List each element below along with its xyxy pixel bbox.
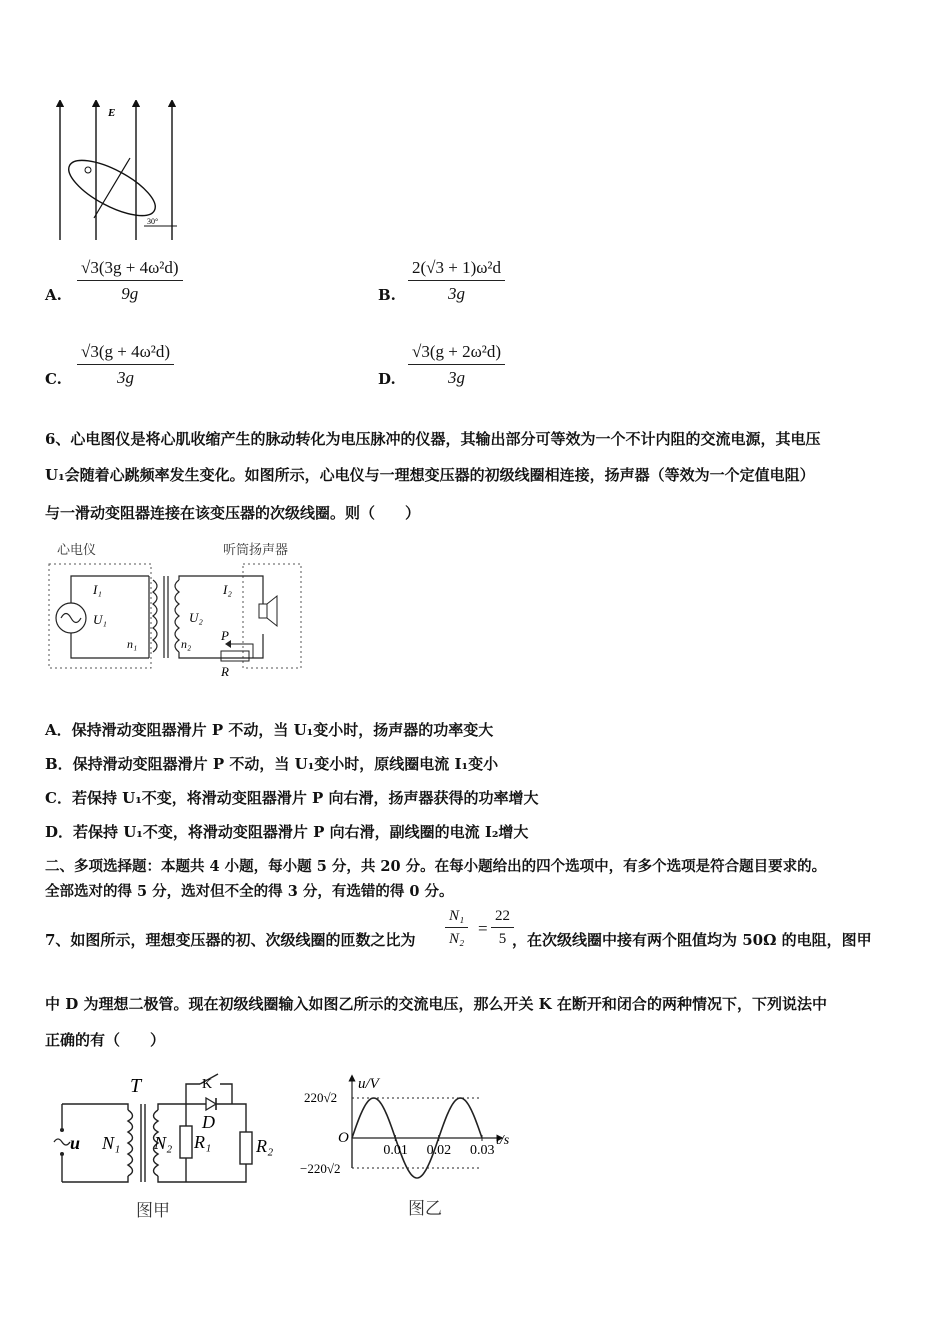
label-D: D [202, 1112, 215, 1132]
option-label: C. [45, 370, 62, 388]
ratio-numerator: 22 [491, 908, 514, 928]
q6-circuit-figure [45, 540, 325, 680]
q5-field-figure [52, 100, 182, 242]
origin-label: O [338, 1130, 349, 1146]
fraction-numerator: 2(√3 + 1)ω²d [408, 258, 505, 281]
option-fraction [77, 258, 183, 304]
ecg-label: 心电仪 [57, 542, 97, 557]
section2-line-1: 二、多项选择题：本题共 4 小题，每小题 5 分，共 20 分。在每小题给出的四个选项中，有多个选项是符合题目要求的。 [45, 858, 827, 875]
q6-stem-line-3: 与一滑动变阻器连接在该变压器的次级线圈。则（ ） [45, 504, 421, 522]
fraction-denominator: 3g [448, 368, 466, 387]
rheostat-icon [221, 651, 249, 661]
ratio-right-fraction [491, 908, 514, 948]
x-tick-label: 0.02 [426, 1143, 452, 1158]
ratio-left-fraction [445, 908, 468, 948]
speaker-box [243, 564, 301, 668]
x-tick-label: 0.03 [470, 1143, 495, 1158]
resistor-R1-icon [180, 1126, 192, 1158]
fraction-denominator: 9g [121, 284, 139, 303]
fraction-numerator: √3(3g + 4ω²d) [77, 258, 183, 281]
q6-option-a[interactable]: A．保持滑动变阻器滑片 P 不动，当 U₁变小时，扬声器的功率变大 [45, 721, 494, 739]
primary-wire [62, 1104, 128, 1110]
diode-icon [206, 1098, 216, 1110]
fig-a-caption: 图甲 [136, 1201, 170, 1221]
switch-wire [220, 1084, 232, 1104]
ratio-denominator: 5 [498, 931, 507, 947]
label-K: K [202, 1077, 213, 1092]
label-T: T [130, 1075, 142, 1097]
ratio-equals: = [478, 919, 488, 938]
label-n1: n₁ [127, 637, 138, 651]
primary-coil-icon [153, 580, 157, 652]
ratio-numerator: N₁ [445, 908, 468, 928]
primary-wire [62, 1176, 128, 1182]
fraction-denominator: 3g [117, 368, 135, 387]
switch-wire [186, 1084, 200, 1104]
resistor-R2-icon [240, 1132, 252, 1164]
label-I1: I₁ [93, 582, 102, 597]
q7-stem-line-1a: 7、如图所示，理想变压器的初、次级线圈的匝数之比为 [45, 931, 416, 949]
section2-line-2: 全部选对的得 5 分，选对但不全的得 3 分，有选错的得 0 分。 [45, 883, 454, 900]
fraction-numerator: √3(g + 4ω²d) [77, 342, 174, 365]
label-N1: N₁ [102, 1133, 121, 1153]
fig-b-caption: 图乙 [408, 1199, 442, 1218]
secondary-wire [158, 1164, 246, 1182]
charged-ball [85, 167, 91, 173]
option-fraction [408, 342, 505, 388]
q6-option-c[interactable]: C．若保持 U₁不变，将滑动变阻器滑片 P 向右滑，扬声器获得的功率增大 [45, 789, 539, 807]
fraction-numerator: √3(g + 2ω²d) [408, 342, 505, 365]
label-N2: N₂ [154, 1133, 173, 1153]
ratio-denominator: N₂ [449, 931, 465, 947]
label-I2: I₂ [223, 582, 232, 597]
label-n2: n₂ [181, 637, 192, 651]
primary-wire [71, 576, 149, 603]
speaker-label: 听筒扬声器 [223, 542, 289, 557]
x-axis-label: t/s [496, 1133, 510, 1148]
q7-figure-a [50, 1070, 290, 1230]
sine-glyph-icon [61, 614, 81, 623]
label-u: u [70, 1133, 81, 1153]
ac-tilde-icon [54, 1139, 70, 1145]
option-label: B. [378, 286, 396, 304]
label-U2: U₂ [189, 610, 203, 625]
q6-stem-line-1: 6、心电图仪是将心肌收缩产生的脉动转化为电压脉冲的仪器，其输出部分可等效为一个不计内阻的交流电源，其电压 [45, 430, 821, 448]
secondary-coil-icon [175, 580, 179, 652]
y-axis-label: u/V [358, 1076, 379, 1092]
speaker-icon [259, 604, 267, 618]
label-R2: R₂ [256, 1136, 274, 1156]
label-P: P [221, 628, 229, 643]
label-R1: R₁ [194, 1132, 212, 1152]
label-U1: U₁ [93, 612, 107, 627]
field-label: E [108, 107, 116, 119]
speaker-cone-icon [267, 596, 277, 626]
q6-option-b[interactable]: B．保持滑动变阻器滑片 P 不动，当 U₁变小时，原线圈电流 I₁变小 [45, 755, 499, 773]
angle-label: 30° [147, 217, 159, 226]
q7-stem-line-3: 正确的有（ ） [45, 1031, 166, 1049]
primary-coil-icon [128, 1110, 133, 1176]
y-min-label: −220√2 [300, 1161, 341, 1176]
fraction-denominator: 3g [448, 284, 466, 303]
q7-stem-line-1b: ，在次级线圈中接有两个阻值均为 50Ω 的电阻，图甲 [512, 931, 872, 949]
option-fraction [408, 258, 505, 304]
terminal [60, 1152, 64, 1156]
terminal [60, 1128, 64, 1132]
secondary-wire [179, 576, 263, 604]
option-fraction [77, 342, 174, 388]
q6-stem-line-2: U₁会随着心跳频率发生变化。如图所示，心电仪与一理想变压器的初级线圈相连接，扬声器（等效为一个定值电阻） [45, 466, 815, 484]
q7-stem-line-2: 中 D 为理想二极管。现在初级线圈输入如图乙所示的交流电压，那么开关 K 在断开和闭合的两种情况下，下列说法中 [45, 995, 827, 1013]
option-label: D. [378, 370, 396, 388]
primary-wire [71, 633, 149, 658]
q7-figure-b-chart [300, 1074, 540, 1234]
label-R: R [221, 664, 229, 679]
x-tick-label: 0.01 [383, 1143, 408, 1158]
rotation-axis [94, 158, 130, 218]
option-label: A. [45, 286, 62, 304]
y-max-label: 220√2 [304, 1090, 338, 1105]
q6-option-d[interactable]: D．若保持 U₁不变，将滑动变阻器滑片 P 向右滑，副线圈的电流 I₂增大 [45, 823, 529, 841]
